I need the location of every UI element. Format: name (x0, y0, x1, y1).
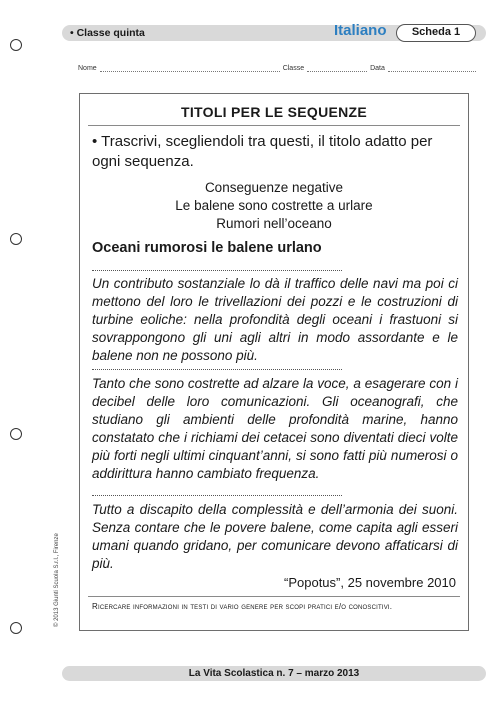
name-blank[interactable] (100, 64, 280, 72)
student-fields (78, 64, 479, 72)
sequence-paragraph-3: Tutto a discapito della complessità e dell’armonia dei suoni. Senza contare che le povere balene, come capita agli esseri umani quando gridano, per comunicare devono affaticarsi di più. (92, 502, 458, 571)
name-label: Nome (78, 65, 97, 72)
sequence-paragraph-2: Tanto che sono costrette ad alzare la voce, a esagerare con i decibel delle loro comunicazioni. Gli oceanografi, che studiano gli ambienti delle profondità marine, hanno constatato che i richiami dei cetacei sono diventati dieci volte più forti negli ultimi cinquant’anni, si sono fatti più numerosi o addirittura hanno cambiato frequenza. (92, 376, 458, 481)
exercise-card (79, 93, 469, 631)
copyright-text: © 2013 Giunti Scuola S.r.l., Firenze (54, 533, 60, 627)
binder-hole-3 (10, 428, 22, 440)
binder-hole-2 (10, 233, 22, 245)
article-title: Oceani rumorosi le balene urlano (92, 240, 322, 256)
class-field-label: Classe (282, 65, 305, 72)
binder-hole-4 (10, 622, 22, 634)
option-item: Conseguenze negative (204, 180, 344, 195)
answer-line-2[interactable] (92, 369, 342, 370)
class-blank[interactable] (307, 64, 367, 72)
binder-hole-1 (10, 39, 22, 51)
class-label: • Classe quinta (70, 27, 145, 39)
source-citation: “Popotus”, 25 novembre 2010 (284, 575, 456, 590)
answer-line-1[interactable] (92, 270, 342, 271)
subject-title: Italiano (334, 22, 387, 39)
footer-bar: La Vita Scolastica n. 7 – marzo 2013 (62, 666, 486, 681)
title-options (80, 179, 468, 233)
instruction-text: • Trascrivi, scegliendoli tra questi, il titolo adatto per ogni sequenza. (92, 133, 433, 170)
sequence-paragraph-1: Un contributo sostanziale lo dà il traffico delle navi ma poi ci mettono del loro le trivellazioni dei pozzi e le costruzioni di turbine eoliche: nella profondità degli oceani i frastuoni si sovrappongono gli uni agli altri in modo assordante e le balene non ne possono più. (92, 276, 458, 363)
title-divider (88, 125, 460, 126)
note-divider (88, 596, 460, 597)
date-blank[interactable] (388, 64, 476, 72)
worksheet-badge: Scheda 1 (396, 24, 476, 42)
answer-line-3[interactable] (92, 495, 342, 496)
date-label: Data (370, 65, 385, 72)
option-item: Le balene sono costrette a urlare (175, 198, 373, 213)
learning-goal-note: Ricercare informazioni in testi di vario genere per scopi pratici e/o conoscitivi. (92, 602, 393, 611)
exercise-title: TITOLI PER LE SEQUENZE (180, 104, 368, 120)
option-item: Rumori nell’oceano (216, 216, 332, 231)
